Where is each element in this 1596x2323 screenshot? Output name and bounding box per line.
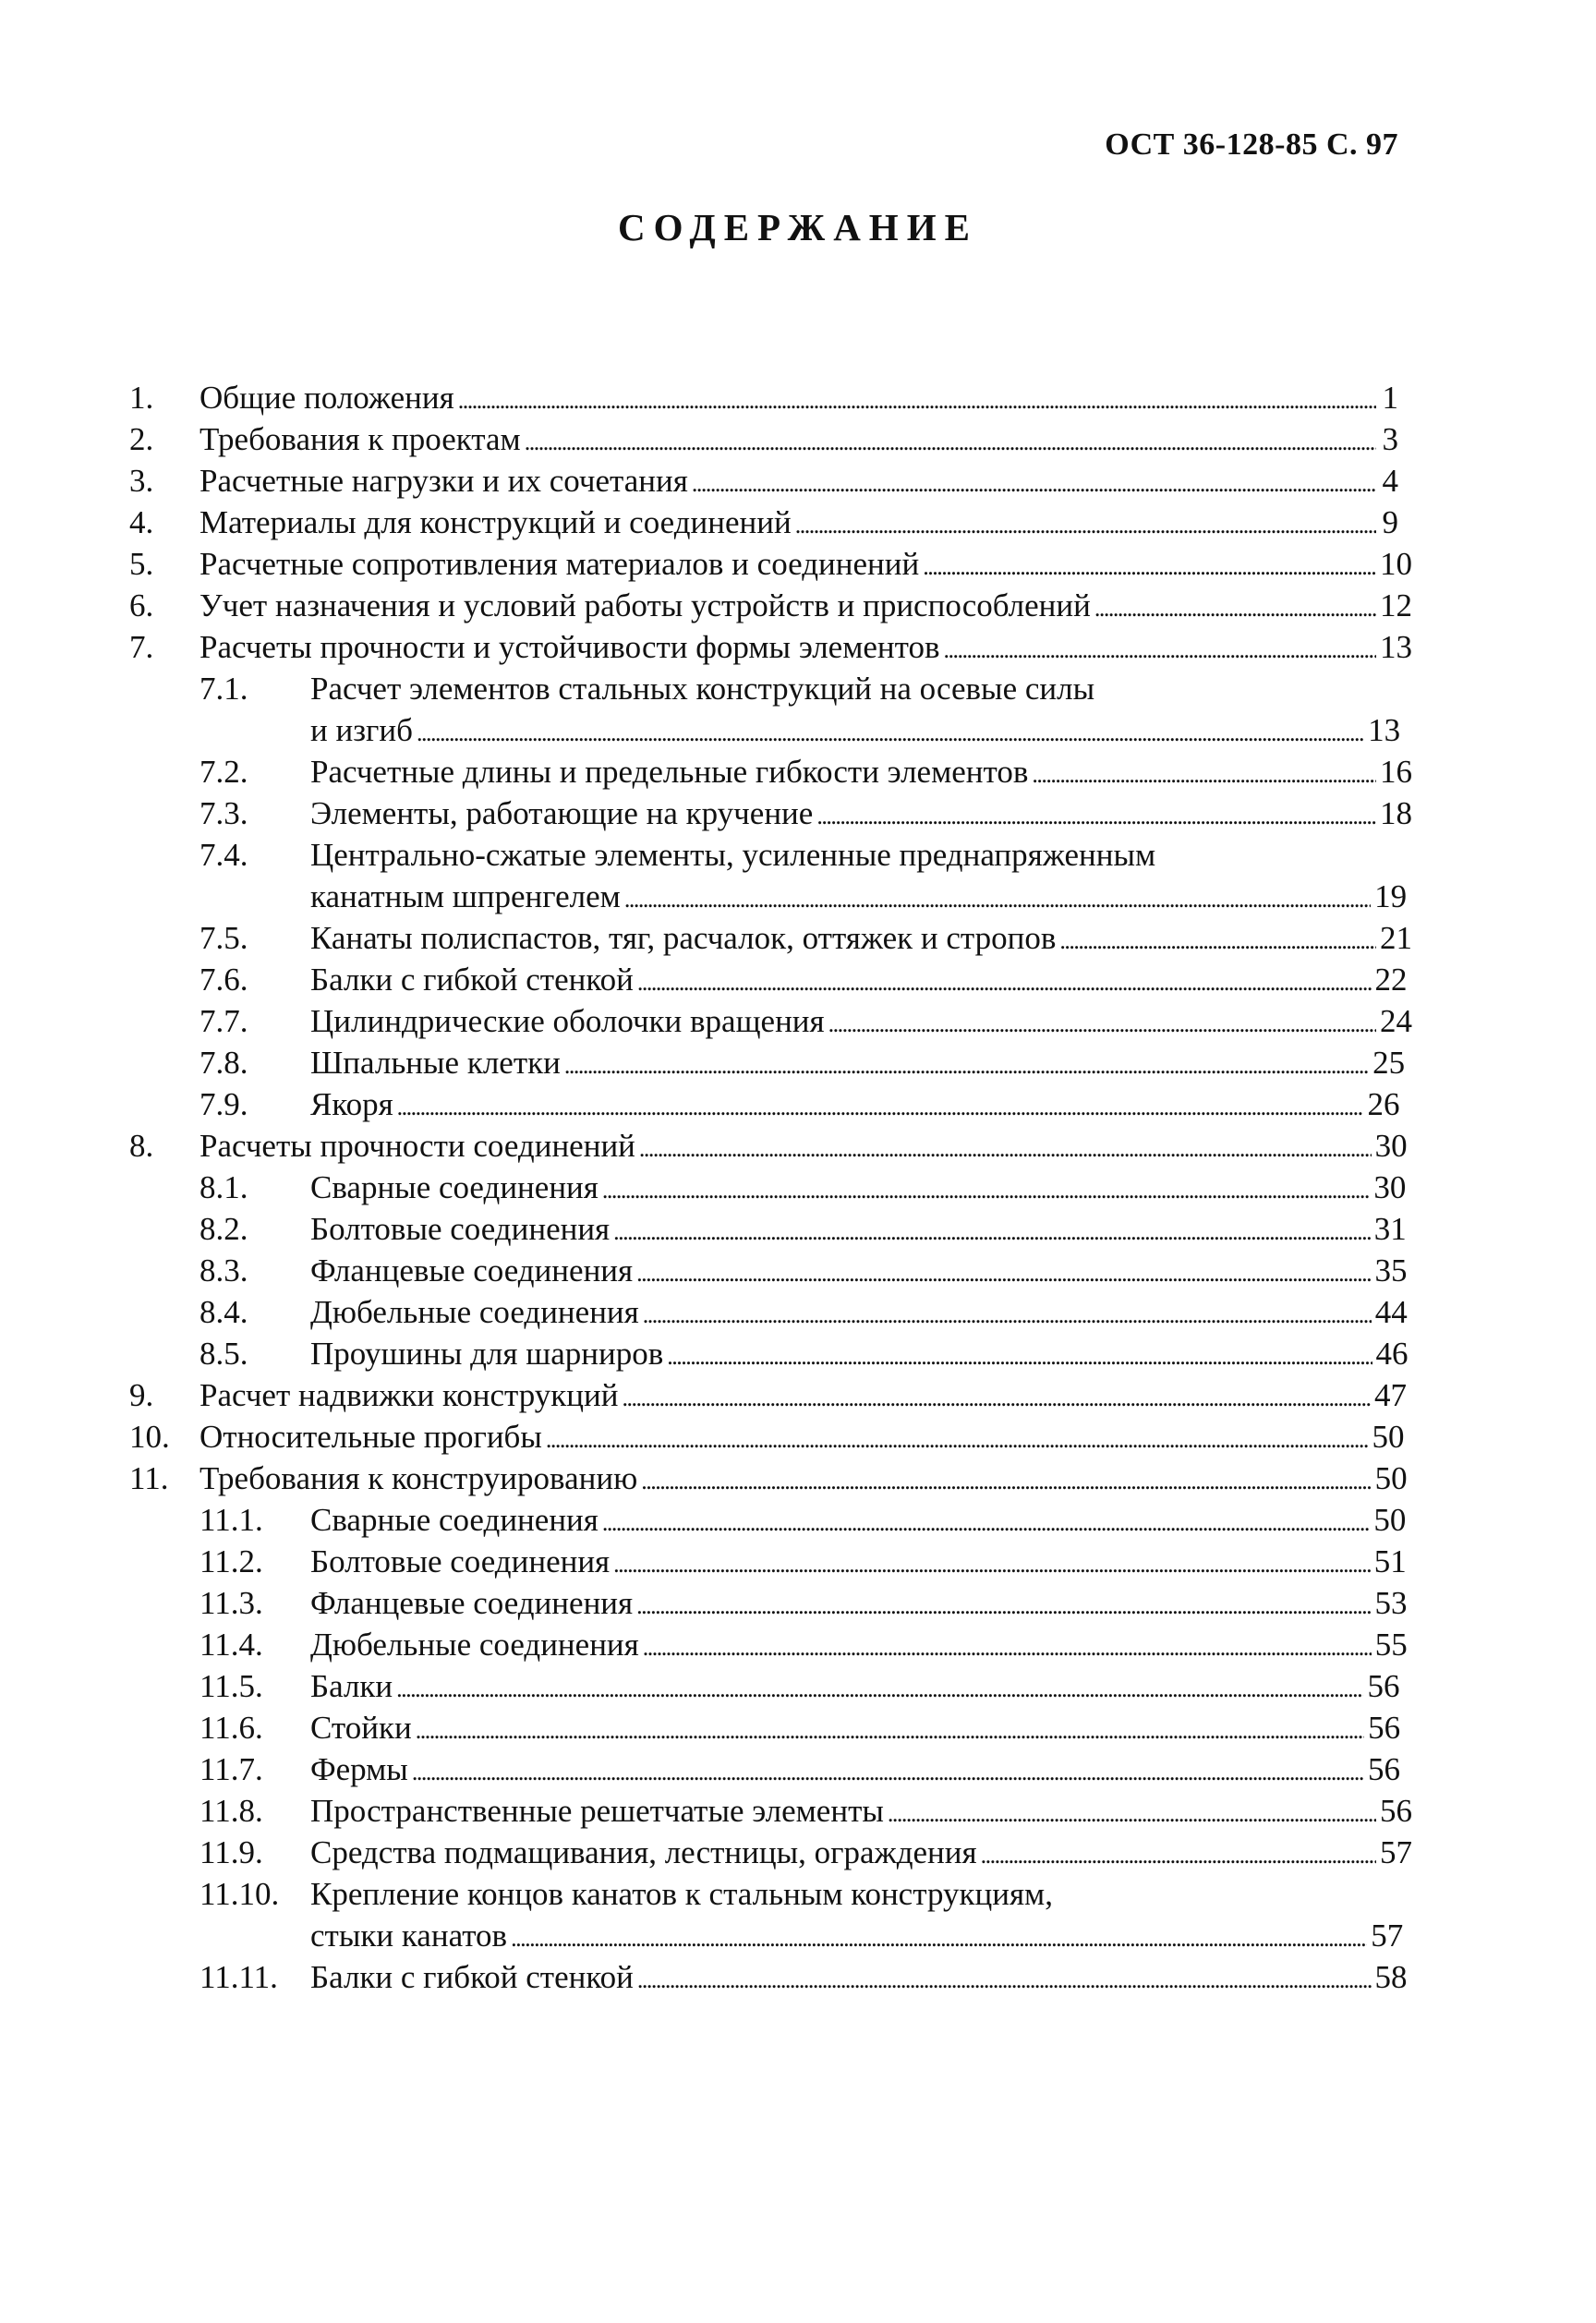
- toc-entry-title: Болтовые соединения: [310, 1211, 611, 1247]
- toc-entry-line: [310, 751, 1412, 795]
- toc-entry-number: 11.4.: [200, 1627, 263, 1663]
- toc-entry-number: 11.8.: [200, 1793, 263, 1829]
- dot-leader: [643, 1291, 1372, 1336]
- toc-entry-title: Расчетные сопротивления материалов и соединений: [200, 546, 920, 582]
- dot-leader: [923, 543, 1376, 587]
- toc-entry-number: 11.1.: [200, 1502, 263, 1538]
- toc-entry: [129, 1083, 1398, 1125]
- toc-entry: [129, 626, 1412, 668]
- toc-entry-title: Расчетные длины и предельные гибкости элементов: [310, 754, 1029, 790]
- toc-entry: [129, 709, 1401, 751]
- dot-leader: [602, 1499, 1370, 1543]
- toc-entry-page: 56: [1367, 1668, 1400, 1704]
- toc-entry: [129, 418, 1398, 460]
- toc-entry-line: [310, 834, 1155, 876]
- toc-entry: [129, 1707, 1401, 1748]
- toc-entry: [129, 876, 1408, 917]
- toc-entry-number: 11.6.: [200, 1710, 263, 1746]
- toc-entry-title: Крепление концов канатов к стальным конструкциям,: [310, 1876, 1053, 1912]
- dot-leader: [412, 1748, 1364, 1793]
- toc-entry-line: [200, 1458, 1408, 1502]
- dot-leader: [1032, 751, 1376, 795]
- toc-entry-page: 21: [1380, 920, 1412, 956]
- toc-entry: [129, 1832, 1412, 1873]
- toc-entry-line: [310, 792, 1412, 837]
- toc-entry-title: Требования к конструированию: [200, 1460, 638, 1496]
- toc-entry-page: 9: [1382, 504, 1398, 540]
- dot-leader: [1094, 585, 1376, 629]
- toc-entry-line: [310, 1208, 1407, 1252]
- toc-entry-line: [310, 917, 1412, 962]
- table-of-contents: [129, 377, 1412, 1998]
- toc-entry-page: 56: [1380, 1793, 1412, 1829]
- toc-entry: [129, 1250, 1408, 1291]
- toc-entry-line: [310, 1873, 1053, 1915]
- toc-entry-line: [310, 1624, 1408, 1668]
- page-title: СОДЕРЖАНИЕ: [618, 206, 978, 248]
- toc-entry: [129, 585, 1412, 626]
- toc-entry-page: 1: [1382, 380, 1398, 416]
- toc-entry-number: 11.5.: [200, 1668, 263, 1704]
- toc-entry-line: [200, 460, 1398, 504]
- toc-entry-title: и изгиб: [310, 712, 413, 748]
- toc-entry-number: 7.5.: [200, 920, 248, 956]
- toc-entry-number: 8.4.: [200, 1294, 248, 1330]
- toc-entry-title: Дюбельные соединения: [310, 1627, 639, 1663]
- toc-entry-page: 30: [1374, 1128, 1408, 1164]
- toc-entry-title: Фланцевые соединения: [310, 1585, 634, 1621]
- dot-leader: [816, 792, 1376, 837]
- toc-entry-number: 11.7.: [200, 1751, 263, 1787]
- toc-entry-number: 7.2.: [200, 754, 248, 790]
- dot-leader: [525, 418, 1376, 463]
- toc-entry-page: 24: [1380, 1003, 1412, 1039]
- toc-entry-title: Балки с гибкой стенкой: [310, 962, 634, 998]
- toc-entry: [129, 668, 1398, 709]
- dot-leader: [511, 1915, 1367, 1959]
- toc-entry-line: [310, 1042, 1406, 1086]
- toc-entry: [129, 1624, 1408, 1665]
- dot-leader: [613, 1208, 1371, 1252]
- toc-entry: [129, 1291, 1408, 1333]
- toc-entry-number: 8.5.: [200, 1336, 248, 1372]
- dot-leader: [417, 709, 1364, 754]
- dot-leader: [888, 1790, 1376, 1834]
- toc-entry-page: 13: [1380, 629, 1412, 665]
- toc-entry-page: 10: [1380, 546, 1412, 582]
- dot-leader: [546, 1416, 1369, 1460]
- toc-entry-page: 44: [1374, 1294, 1408, 1330]
- toc-entry-page: 3: [1382, 421, 1398, 457]
- dot-leader: [637, 1956, 1372, 2001]
- toc-entry: [129, 792, 1412, 834]
- toc-entry: [129, 1665, 1398, 1707]
- toc-entry-number: 7.6.: [200, 962, 248, 998]
- toc-entry-number: 4.: [129, 504, 154, 540]
- toc-entry: [129, 1125, 1408, 1167]
- toc-entry-line: [310, 1707, 1401, 1751]
- dot-leader: [1059, 917, 1376, 962]
- dot-leader: [613, 1541, 1371, 1585]
- toc-entry: [129, 1208, 1407, 1250]
- toc-entry: [129, 1458, 1408, 1499]
- toc-entry-page: 50: [1372, 1419, 1405, 1455]
- toc-entry-line: [200, 377, 1398, 421]
- toc-entry-page: 46: [1375, 1336, 1409, 1372]
- toc-entry-line: [200, 543, 1412, 587]
- dot-leader: [981, 1832, 1376, 1876]
- toc-entry-number: 9.: [129, 1377, 154, 1413]
- toc-entry-number: 11.10.: [200, 1876, 280, 1912]
- toc-entry: [129, 502, 1398, 543]
- document-reference: ОСТ 36-128-85 С. 97: [1105, 127, 1398, 162]
- dot-leader: [458, 377, 1376, 421]
- toc-entry-page: 53: [1374, 1585, 1408, 1621]
- toc-entry: [129, 1873, 1398, 1915]
- toc-entry-line: [310, 1915, 1404, 1959]
- toc-entry-page: 22: [1374, 962, 1408, 998]
- toc-entry-title: Общие положения: [200, 380, 454, 416]
- toc-entry-title: стыки канатов: [310, 1918, 508, 1954]
- dot-leader: [943, 626, 1376, 671]
- toc-entry: [129, 1790, 1412, 1832]
- dot-leader: [643, 1624, 1372, 1668]
- toc-entry-number: 7.4.: [200, 837, 248, 873]
- dot-leader: [397, 1083, 1364, 1128]
- toc-entry-title: Пространственные решетчатые элементы: [310, 1793, 884, 1829]
- toc-entry: [129, 1748, 1398, 1790]
- dot-leader: [639, 1125, 1372, 1169]
- toc-entry-page: 31: [1373, 1211, 1407, 1247]
- toc-entry-title: канатным шпренгелем: [310, 878, 621, 914]
- toc-entry-line: [310, 1748, 1398, 1793]
- dot-leader: [692, 460, 1376, 504]
- toc-entry-line: [310, 1000, 1412, 1045]
- toc-entry-title: Фланцевые соединения: [310, 1252, 634, 1289]
- toc-entry: [129, 751, 1412, 792]
- toc-entry-page: 30: [1373, 1169, 1407, 1205]
- toc-entry: [129, 1915, 1404, 1956]
- toc-entry-title: Сварные соединения: [310, 1169, 598, 1205]
- toc-entry: [129, 959, 1408, 1000]
- toc-entry-line: [310, 1665, 1398, 1710]
- dot-leader: [564, 1042, 1369, 1086]
- toc-entry-title: Стойки: [310, 1710, 412, 1746]
- toc-entry-number: 7.8.: [200, 1045, 248, 1081]
- toc-entry: [129, 377, 1398, 418]
- toc-entry-page: 57: [1380, 1834, 1412, 1870]
- toc-entry: [129, 543, 1412, 585]
- toc-entry-line: [310, 1333, 1409, 1377]
- toc-entry-title: Учет назначения и условий работы устройств и приспособлений: [200, 587, 1091, 623]
- toc-entry-number: 11.2.: [200, 1543, 263, 1579]
- toc-entry-title: Расчет элементов стальных конструкций на осевые силы: [310, 671, 1095, 707]
- dot-leader: [828, 1000, 1376, 1045]
- toc-entry-title: Якоря: [310, 1086, 393, 1122]
- toc-entry: [129, 834, 1398, 876]
- dot-leader: [416, 1707, 1364, 1751]
- toc-entry-line: [310, 1956, 1408, 2001]
- toc-entry-number: 3.: [129, 463, 154, 499]
- toc-entry-page: 50: [1373, 1502, 1407, 1538]
- toc-entry-number: 7.9.: [200, 1086, 248, 1122]
- toc-entry-number: 1.: [129, 380, 154, 416]
- toc-entry-line: [310, 876, 1408, 920]
- toc-entry-line: [310, 1291, 1408, 1336]
- toc-entry-number: 7.7.: [200, 1003, 248, 1039]
- toc-entry: [129, 1582, 1408, 1624]
- toc-entry-line: [310, 1790, 1412, 1834]
- toc-entry-line: [200, 626, 1412, 671]
- toc-entry-number: 10.: [129, 1419, 170, 1455]
- toc-entry-title: Расчетные нагрузки и их сочетания: [200, 463, 688, 499]
- toc-entry-page: 18: [1380, 795, 1412, 831]
- toc-entry: [129, 1374, 1408, 1416]
- toc-entry-title: Шпальные клетки: [310, 1045, 561, 1081]
- toc-entry-number: 5.: [129, 546, 154, 582]
- toc-entry-page: 57: [1371, 1918, 1404, 1954]
- toc-entry-title: Проушины для шарниров: [310, 1336, 664, 1372]
- toc-entry: [129, 1541, 1407, 1582]
- toc-entry-page: 25: [1372, 1045, 1406, 1081]
- toc-entry-page: 51: [1373, 1543, 1407, 1579]
- dot-leader: [396, 1665, 1363, 1710]
- toc-entry-number: 6.: [129, 587, 154, 623]
- dot-leader: [636, 1250, 1371, 1294]
- toc-entry-line: [200, 1374, 1408, 1419]
- toc-entry-title: Балки с гибкой стенкой: [310, 1959, 634, 1995]
- toc-entry-page: 56: [1368, 1710, 1401, 1746]
- toc-entry: [129, 1167, 1407, 1208]
- toc-entry-page: 35: [1374, 1252, 1408, 1289]
- toc-entry-line: [310, 668, 1094, 709]
- toc-entry-number: 11.11.: [200, 1959, 278, 1995]
- toc-entry-title: Материалы для конструкций и соединений: [200, 504, 792, 540]
- toc-entry-page: 4: [1382, 463, 1398, 499]
- toc-entry-line: [200, 418, 1398, 463]
- toc-entry-title: Дюбельные соединения: [310, 1294, 639, 1330]
- toc-entry-line: [310, 1541, 1407, 1585]
- toc-entry-title: Канаты полиспастов, тяг, расчалок, оттяжек и стропов: [310, 920, 1057, 956]
- toc-entry: [129, 1416, 1405, 1458]
- toc-entry-line: [310, 1167, 1407, 1211]
- toc-entry-line: [310, 1083, 1398, 1128]
- toc-entry-line: [200, 1416, 1405, 1460]
- toc-entry: [129, 1499, 1407, 1541]
- toc-entry: [129, 1042, 1406, 1083]
- dot-leader: [795, 502, 1376, 546]
- dot-leader: [636, 1582, 1371, 1627]
- toc-entry-number: 11.3.: [200, 1585, 263, 1621]
- toc-entry-title: Расчеты прочности и устойчивости формы элементов: [200, 629, 940, 665]
- toc-entry-title: Балки: [310, 1668, 393, 1704]
- toc-entry-title: Требования к проектам: [200, 421, 521, 457]
- dot-leader: [602, 1167, 1370, 1211]
- dot-leader: [667, 1333, 1372, 1377]
- toc-entry-title: Расчеты прочности соединений: [200, 1128, 635, 1164]
- toc-entry-title: Цилиндрические оболочки вращения: [310, 1003, 825, 1039]
- toc-entry-line: [200, 502, 1398, 546]
- toc-entry-title: Центрально-сжатые элементы, усиленные преднапряженным: [310, 837, 1156, 873]
- toc-entry-page: 47: [1374, 1377, 1408, 1413]
- toc-entry-page: 16: [1380, 754, 1412, 790]
- toc-entry-line: [310, 709, 1401, 754]
- toc-entry-page: 13: [1368, 712, 1401, 748]
- dot-leader: [641, 1458, 1371, 1502]
- toc-entry-number: 7.3.: [200, 795, 248, 831]
- toc-entry-title: Средства подмащивания, лестницы, ограждения: [310, 1834, 977, 1870]
- toc-entry-number: 8.2.: [200, 1211, 248, 1247]
- toc-entry-line: [310, 1499, 1407, 1543]
- dot-leader: [637, 959, 1372, 1003]
- toc-entry-number: 11.9.: [200, 1834, 263, 1870]
- toc-entry: [129, 1000, 1412, 1042]
- toc-entry-title: Расчет надвижки конструкций: [200, 1377, 619, 1413]
- toc-entry-line: [200, 585, 1412, 629]
- toc-entry-line: [310, 1832, 1412, 1876]
- toc-entry-title: Сварные соединения: [310, 1502, 598, 1538]
- toc-entry-number: 2.: [129, 421, 154, 457]
- dot-leader: [622, 1374, 1371, 1419]
- toc-entry-line: [310, 1582, 1408, 1627]
- toc-entry-line: [310, 1250, 1408, 1294]
- toc-entry-number: 11.: [129, 1460, 169, 1496]
- toc-entry-line: [200, 1125, 1408, 1169]
- toc-entry-number: 8.1.: [200, 1169, 248, 1205]
- toc-entry: [129, 917, 1412, 959]
- toc-entry-page: 50: [1374, 1460, 1408, 1496]
- toc-entry: [129, 460, 1398, 502]
- toc-entry-page: 12: [1380, 587, 1412, 623]
- toc-entry-number: 8.: [129, 1128, 154, 1164]
- toc-entry-title: Фермы: [310, 1751, 408, 1787]
- toc-entry: [129, 1956, 1408, 1998]
- toc-entry-page: 55: [1374, 1627, 1408, 1663]
- dot-leader: [624, 876, 1371, 920]
- toc-entry-page: 56: [1367, 1751, 1400, 1787]
- toc-entry-number: 7.: [129, 629, 154, 665]
- toc-entry: [129, 1333, 1409, 1374]
- toc-entry-number: 8.3.: [200, 1252, 248, 1289]
- toc-entry-title: Болтовые соединения: [310, 1543, 611, 1579]
- toc-entry-line: [310, 959, 1408, 1003]
- toc-entry-page: 19: [1374, 878, 1408, 914]
- toc-entry-title: Относительные прогибы: [200, 1419, 542, 1455]
- toc-entry-number: 7.1.: [200, 671, 248, 707]
- toc-entry-page: 58: [1374, 1959, 1408, 1995]
- toc-entry-page: 26: [1367, 1086, 1400, 1122]
- toc-entry-title: Элементы, работающие на кручение: [310, 795, 814, 831]
